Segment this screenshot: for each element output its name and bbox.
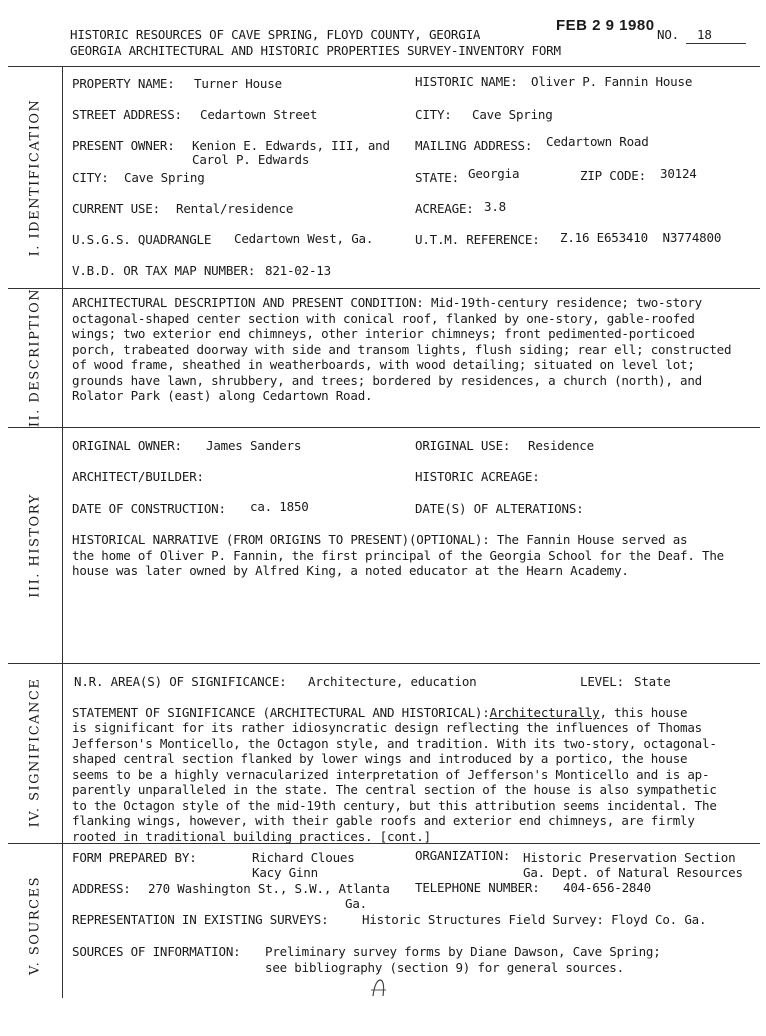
original-use-label: ORIGINAL USE: [415, 438, 511, 453]
section-label-significance: IV. SIGNIFICANCE [27, 677, 43, 828]
city2-label: CITY: [72, 170, 109, 185]
divider-description-history [8, 427, 760, 428]
usgs-quadrangle-label: U.S.G.S. QUADRANGLE [72, 232, 212, 247]
telephone-label: TELEPHONE NUMBER: [415, 880, 540, 895]
acreage-label: ACREAGE: [415, 201, 474, 216]
address-line1: 270 Washington St., S.W., Atlanta [148, 881, 390, 896]
property-name-value: Turner House [194, 76, 282, 91]
section-label-column-divider [62, 66, 63, 998]
received-date-stamp: FEB 2 9 1980 [556, 17, 655, 34]
historic-name-value: Oliver P. Fannin House [531, 74, 693, 89]
form-prepared-by-line2: Kacy Ginn [252, 865, 318, 880]
state-value: Georgia [468, 166, 520, 181]
areas-of-significance-label: N.R. AREA(S) OF SIGNIFICANCE: [74, 674, 287, 689]
historic-name-label: HISTORIC NAME: [415, 74, 518, 89]
tax-map-number-label: V.B.D. OR TAX MAP NUMBER: [72, 263, 256, 278]
form-title-line2: GEORGIA ARCHITECTURAL AND HISTORIC PROPERTIES SURVEY-INVENTORY FORM [70, 43, 561, 58]
divider-top [8, 66, 760, 67]
sources-of-information-line2: see bibliography (section 9) for general sources. [265, 960, 624, 975]
form-prepared-by-line1: Richard Cloues [252, 850, 355, 865]
section-label-history: III. HISTORY [27, 493, 43, 598]
current-use-value: Rental/residence [176, 201, 294, 216]
original-owner-value: James Sanders [206, 438, 302, 453]
utm-reference-value: Z.16 E653410 N3774800 [560, 230, 722, 245]
usgs-quadrangle-value: Cedartown West, Ga. [234, 231, 374, 246]
historic-acreage-label: HISTORIC ACREAGE: [415, 469, 540, 484]
form-number-label: NO. [657, 27, 679, 42]
utm-reference-label: U.T.M. REFERENCE: [415, 232, 540, 247]
section-label-description: II. DESCRIPTION [27, 287, 43, 428]
organization-label: ORGANIZATION: [415, 848, 511, 863]
divider-history-significance [8, 663, 760, 664]
section-label-identification: I. IDENTIFICATION [27, 98, 43, 257]
zip-value: 30124 [660, 166, 697, 181]
sources-of-information-label: SOURCES OF INFORMATION: [72, 944, 241, 959]
architect-builder-label: ARCHITECT/BUILDER: [72, 469, 204, 484]
form-number-underline [686, 43, 746, 44]
page-mark-scribble [368, 976, 390, 998]
level-label: LEVEL: [580, 674, 624, 689]
street-address-value: Cedartown Street [200, 107, 318, 122]
level-value: State [634, 674, 671, 689]
statement-line1-rest: , this house [599, 705, 688, 720]
representation-in-surveys-label: REPRESENTATION IN EXISTING SURVEYS: [72, 912, 329, 927]
acreage-value: 3.8 [484, 199, 506, 214]
organization-line1: Historic Preservation Section [523, 850, 736, 865]
form-prepared-by-label: FORM PREPARED BY: [72, 850, 197, 865]
telephone-value: 404-656-2840 [563, 880, 651, 895]
property-name-label: PROPERTY NAME: [72, 76, 175, 91]
current-use-label: CURRENT USE: [72, 201, 160, 216]
architectural-description-text: ARCHITECTURAL DESCRIPTION AND PRESENT CONDITION: Mid-19th-century residence; two-story octagonal-shaped center section with conical roof, flanked by one-story, gable-roofed wings; two exterior end chimneys, other interior chimneys; front pedimented-porticoed porch, trabeated doorway with side and transom lights, flush siding; rear ell; constructed of wood frame, sheathed in weatherboards, with wood detailing; situated on level lot; grounds have lawn, shrubbery, and trees; bordered by residences, a church (north), and Rolator Park (east) along Cedartown Road. [72, 295, 732, 403]
date-of-construction-value: ca. 1850 [250, 499, 309, 514]
state-label: STATE: [415, 170, 459, 185]
representation-in-surveys-value: Historic Structures Field Survey: Floyd Co. Ga. [362, 912, 707, 927]
areas-of-significance-value: Architecture, education [308, 674, 477, 689]
date-of-alterations-label: DATE(S) OF ALTERATIONS: [415, 501, 584, 516]
sources-of-information-line1: Preliminary survey forms by Diane Dawson, Cave Spring; [265, 944, 661, 959]
zip-label: ZIP CODE: [580, 168, 646, 183]
address-line2: Ga. [345, 896, 367, 911]
divider-identification-description [8, 288, 760, 289]
mailing-address-value: Cedartown Road [546, 134, 649, 149]
tax-map-number-value: 821-02-13 [265, 263, 331, 278]
city-label: CITY: [415, 107, 452, 122]
organization-line2: Ga. Dept. of Natural Resources [523, 865, 743, 880]
address-label: ADDRESS: [72, 881, 131, 896]
historical-narrative-text: HISTORICAL NARRATIVE (FROM ORIGINS TO PRESENT)(OPTIONAL): The Fannin House served as the home of Oliver P. Fannin, the first principal of the Georgia School for the Deaf. The house was later owned by Alfred King, a noted educator at the Hearn Academy. [72, 532, 724, 578]
city-value: Cave Spring [472, 107, 553, 122]
form-number-value: 18 [697, 27, 712, 42]
present-owner-line2: Carol P. Edwards [192, 152, 310, 167]
statement-of-significance-label: STATEMENT OF SIGNIFICANCE (ARCHITECTURAL AND HISTORICAL): [72, 705, 490, 720]
mailing-address-label: MAILING ADDRESS: [415, 138, 533, 153]
statement-first-line [72, 705, 687, 720]
city2-value: Cave Spring [124, 170, 205, 185]
section-label-sources: V. SOURCES [27, 875, 43, 976]
original-use-value: Residence [528, 438, 594, 453]
statement-first-word: Architecturally [489, 705, 600, 720]
form-title-line1: HISTORIC RESOURCES OF CAVE SPRING, FLOYD COUNTY, GEORGIA [70, 27, 481, 42]
statement-of-significance-text: is significant for its rather idiosyncratic design reflecting the influences of Thomas Jefferson's Monticello, the Octagon style, and tradition. With its two-story, octagonal- shaped central section flanked by lower wings and introduced by a portico, the house seems to be a highly vernacularized interpretation of Jefferson's Monticello and is ap- parently unparalleled in the state. The central section of the house is also sympathetic to the Octagon style of the mid-19th century, but this attribution seems incidental. The flanking wings, however, with their gable roofs and exterior end chimneys, are firmly rooted in traditional building practices. [cont.] [72, 720, 717, 844]
original-owner-label: ORIGINAL OWNER: [72, 438, 182, 453]
present-owner-label: PRESENT OWNER: [72, 138, 175, 153]
date-of-construction-label: DATE OF CONSTRUCTION: [72, 501, 226, 516]
present-owner-line1: Kenion E. Edwards, III, and [192, 138, 390, 153]
street-address-label: STREET ADDRESS: [72, 107, 182, 122]
